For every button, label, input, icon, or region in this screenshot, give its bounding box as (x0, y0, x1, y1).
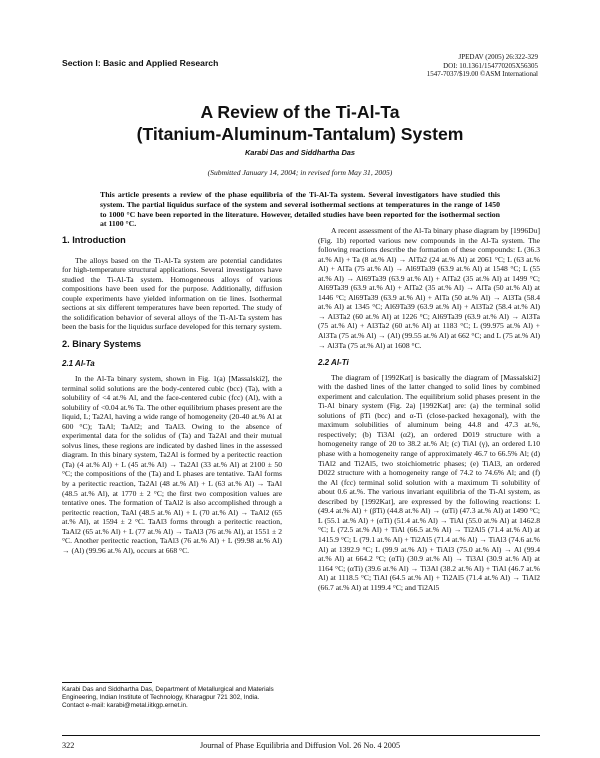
abstract: This article presents a review of the phase equilibria of the Ti-Al-Ta system. Several investigators have studied this system. The partial liquidus surface of the system and several isothermal sections at temperatures in the range of 1450 to 1000 °C have been reported in the literature. However, detailed studies have been reported for the isothermal section at 1100 °C. (100, 190, 500, 229)
heading-al-ti: 2.2 Al-Ti (318, 358, 349, 368)
title-line-1: A Review of the Ti-Al-Ta (200, 102, 400, 122)
doi: DOI: 10.1361/154770205X56305 (443, 61, 538, 70)
footer-divider (62, 735, 540, 736)
footer-journal-citation: Journal of Phase Equilibria and Diffusion Vol. 26 No. 4 2005 (199, 741, 401, 750)
al-ta-assessment-paragraph: A recent assessment of the Al-Ta binary phase diagram by [1996Du] (Fig. 1b) reported various new compounds in the Al-Ta system. The following reactions describe the formation of these compounds: L (36.3 at.% Al) + Ta (8 at.% Al) → AlTa2 (24 at.% Al) at 2061 °C; L (63 at.% Al) + AlTa (75 at.% Al) → Al69Ta39 (63.9 at.% Al) at 1548 °C; L (55 at.% Al) → Al69Ta39 (63.9 at.% Al) + AlTa2 (35 at.% Al) at 1499 °C; Al69Ta39 (63.9 at.% Al) + AlTa2 (35 at.% Al) → AlTa (50 at.% Al) at 1446 °C; Al69Ta39 (63.9 at.% Al) + AlTa (50 at.% Al) → Al3Ta (58.4 at.% Al) at 1345 °C; Al69Ta39 (63.9 at.% Al) + Al3Ta2 (58.4 at.% Al) → Al3Ta2 (60 at.% Al) at 1226 °C; Al69Ta39 (63.9 at.% Al) → Al3Ta (75 at.% Al) + Al3Ta2 (60 at.% Al) at 1183 °C; L (99.975 at.% Al) + Al3Ta (75 at.% Al) → (Al) (99.55 at.% Al) at 662 °C; and L (75 at.% Al) → Al3Ta (75 at.% Al) at 1608 °C. (318, 226, 540, 350)
al-ta-paragraph: In the Al-Ta binary system, shown in Fig. 1(a) [Massalski2], the terminal solid solutions are the body-centered cubic (bcc) (Ta), with a solubility of <4 at.% Al, and the face-centered cubic (fcc) (Al), with a solubility of <0.04 at.% Ta. The other equilibrium phases present are the liquid, L; Ta2Al, having a wide range of homogeneity (20-40 at.% Al at 600 °C); TaAl; TaAl2; and TaAl3. Owing to the absence of experimental data for the solidus of (Ta) and Ta2Al and their mutual solvus lines, these regions are indicated by dashed lines in the assessed diagram. In this binary system, Ta2Al is formed by a peritectic reaction (Ta) (4 at.% Al) + L (45 at.% Al) → Ta2Al (33 at.% Al) at 2100 ± 50 °C; the compositions of the (Ta) and L phases are tentative. TaAl forms by a peritectic reaction, Ta2Al (48 at.% Al) + L (63 at.% Al) → TaAl (48.5 at.% Al), at 1770 ± 2 °C; the first two composition values are tentative ones. The formation of TaAl2 is also accomplished through a peritectic reaction, TaAl (48.5 at.% Al) + L (70 at.% Al) → TaAl2 (65 at.% Al), at 1594 ± 2 °C. TaAl3 forms through a peritectic reaction, TaAl2 (65 at.% Al) + L (77 at.% Al) → TaAl3 (76 at.% Al), at 1551 ± 2 °C. Another peritectic reaction, TaAl3 (76 at.% Al) + L (99.98 at.% Al) → (Al) (99.96 at.% Al), occurs at 668 °C. (62, 374, 282, 555)
authors: Karabi Das and Siddhartha Das (244, 148, 356, 157)
heading-binary-systems: 2. Binary Systems (62, 338, 142, 349)
author-footnote: Karabi Das and Siddhartha Das, Department of Metallurgical and Materials Engineering, Indian Institute of Technology, Kharagpur 721 302, India. Contact e-mail: karabi@metal.iitkgp.ernet.in. (62, 686, 274, 710)
journal-metadata (427, 53, 538, 79)
article-title (0, 101, 600, 145)
right-column (318, 226, 540, 592)
issn: 1547-7037/$19.00 ©ASM International (426, 70, 538, 79)
footnote-divider (62, 682, 152, 683)
heading-introduction: 1. Introduction (62, 235, 126, 245)
journal-id: JPEDAV (2005) 26:322-329 (458, 53, 538, 61)
al-ti-paragraph: The diagram of [1992Kat] is basically the diagram of [Massalski2] with the dashed lines of the latter changed to solid lines by combined experiment and calculation. The equilibrium solid phases present in the Ti-Al binary system (Fig. 2a) [1992Kat] are: (a) the terminal solid solutions of βTi (bcc) and α-Ti (close-packed hexagonal), with the maximum solubilities of aluminum being 44.8 and 47.3 at.%, respectively; (b) Ti3Al (α2), an ordered D019 structure with a homogeneity range of 20 to 38.2 at.% Al; (c) TiAl (γ), an ordered L10 phase with a homogeneity range of approximately 46.7 to 66.5% Al; (d) TiAl2 and Ti2Al5, two stoichiometric phases; (e) TiAl3, an ordered D022 structure with a homogeneity range of 74.2 to 74.6% Al; and (f) the Al (fcc) terminal solid solution with a maximum Ti solubility of about 0.6 at.%. The various invariant equilibria of the Ti-Al system, as described by [1992Kat], are expressed by the following reactions: L (49.4 at.% Al) + (βTi) (44.8 at.% Al) → (αTi) (47.3 at.% Al) at 1490 °C; L (55.1 at.% Al) + (αTi) (51.4 at.% Al) → TiAl (55.0 at.% Al) at 1462.8 °C; L (72.5 at.% Al) + TiAl (66.5 at.% Al) → Ti2Al5 (71.4 at.% Al) at 1415.9 °C; L (79.1 at.% Al) + Ti2Al5 (71.4 at.% Al) → TiAl3 (74.6 at.% Al) at 1392.9 °C; L (99.9 at.% Al) + TiAl3 (75.0 at.% Al) → Al (99.4 at.% Al) at 664.2 °C; (αTi) (30.9 at.% Al) → Ti3Al (30.9 at.% Al) at 1164 °C; (αTi) (39.6 at.% Al) → Ti3Al (38.2 at.% Al) + TiAl (46.7 at.% Al) at 1118.5 °C; TiAl (64.5 at.% Al) + Ti2Al5 (71.4 at.% Al) → TiAl2 (66.7 at.% Al) at 1199.4 °C; and Ti2Al5 (318, 372, 540, 592)
heading-al-ta: 2.1 Al-Ta (62, 359, 95, 369)
introduction-paragraph: The alloys based on the Ti-Al-Ta system are potential candidates for high-temperature structural applications. Several investigators have studied the Ti-Al-Ta system. Homogeneous alloys of various compositions have been used for the purpose. Additionally, diffusion couple experiments have yielded information on tie lines. Isothermal sections at six different temperatures have been reported. The study of the solidification behavior of several alloys of the Ti-Al-Ta system has been the basis for the liquidus surface developed for this ternary system. (62, 255, 282, 332)
section-label: Section I: Basic and Applied Research (62, 58, 219, 68)
title-line-2: (Titanium-Aluminum-Tantalum) System (136, 124, 464, 144)
submission-dates: (Submitted January 14, 2004; in revised form May 31, 2005) (207, 168, 393, 177)
page-number: 322 (62, 741, 75, 750)
left-column (62, 226, 282, 555)
